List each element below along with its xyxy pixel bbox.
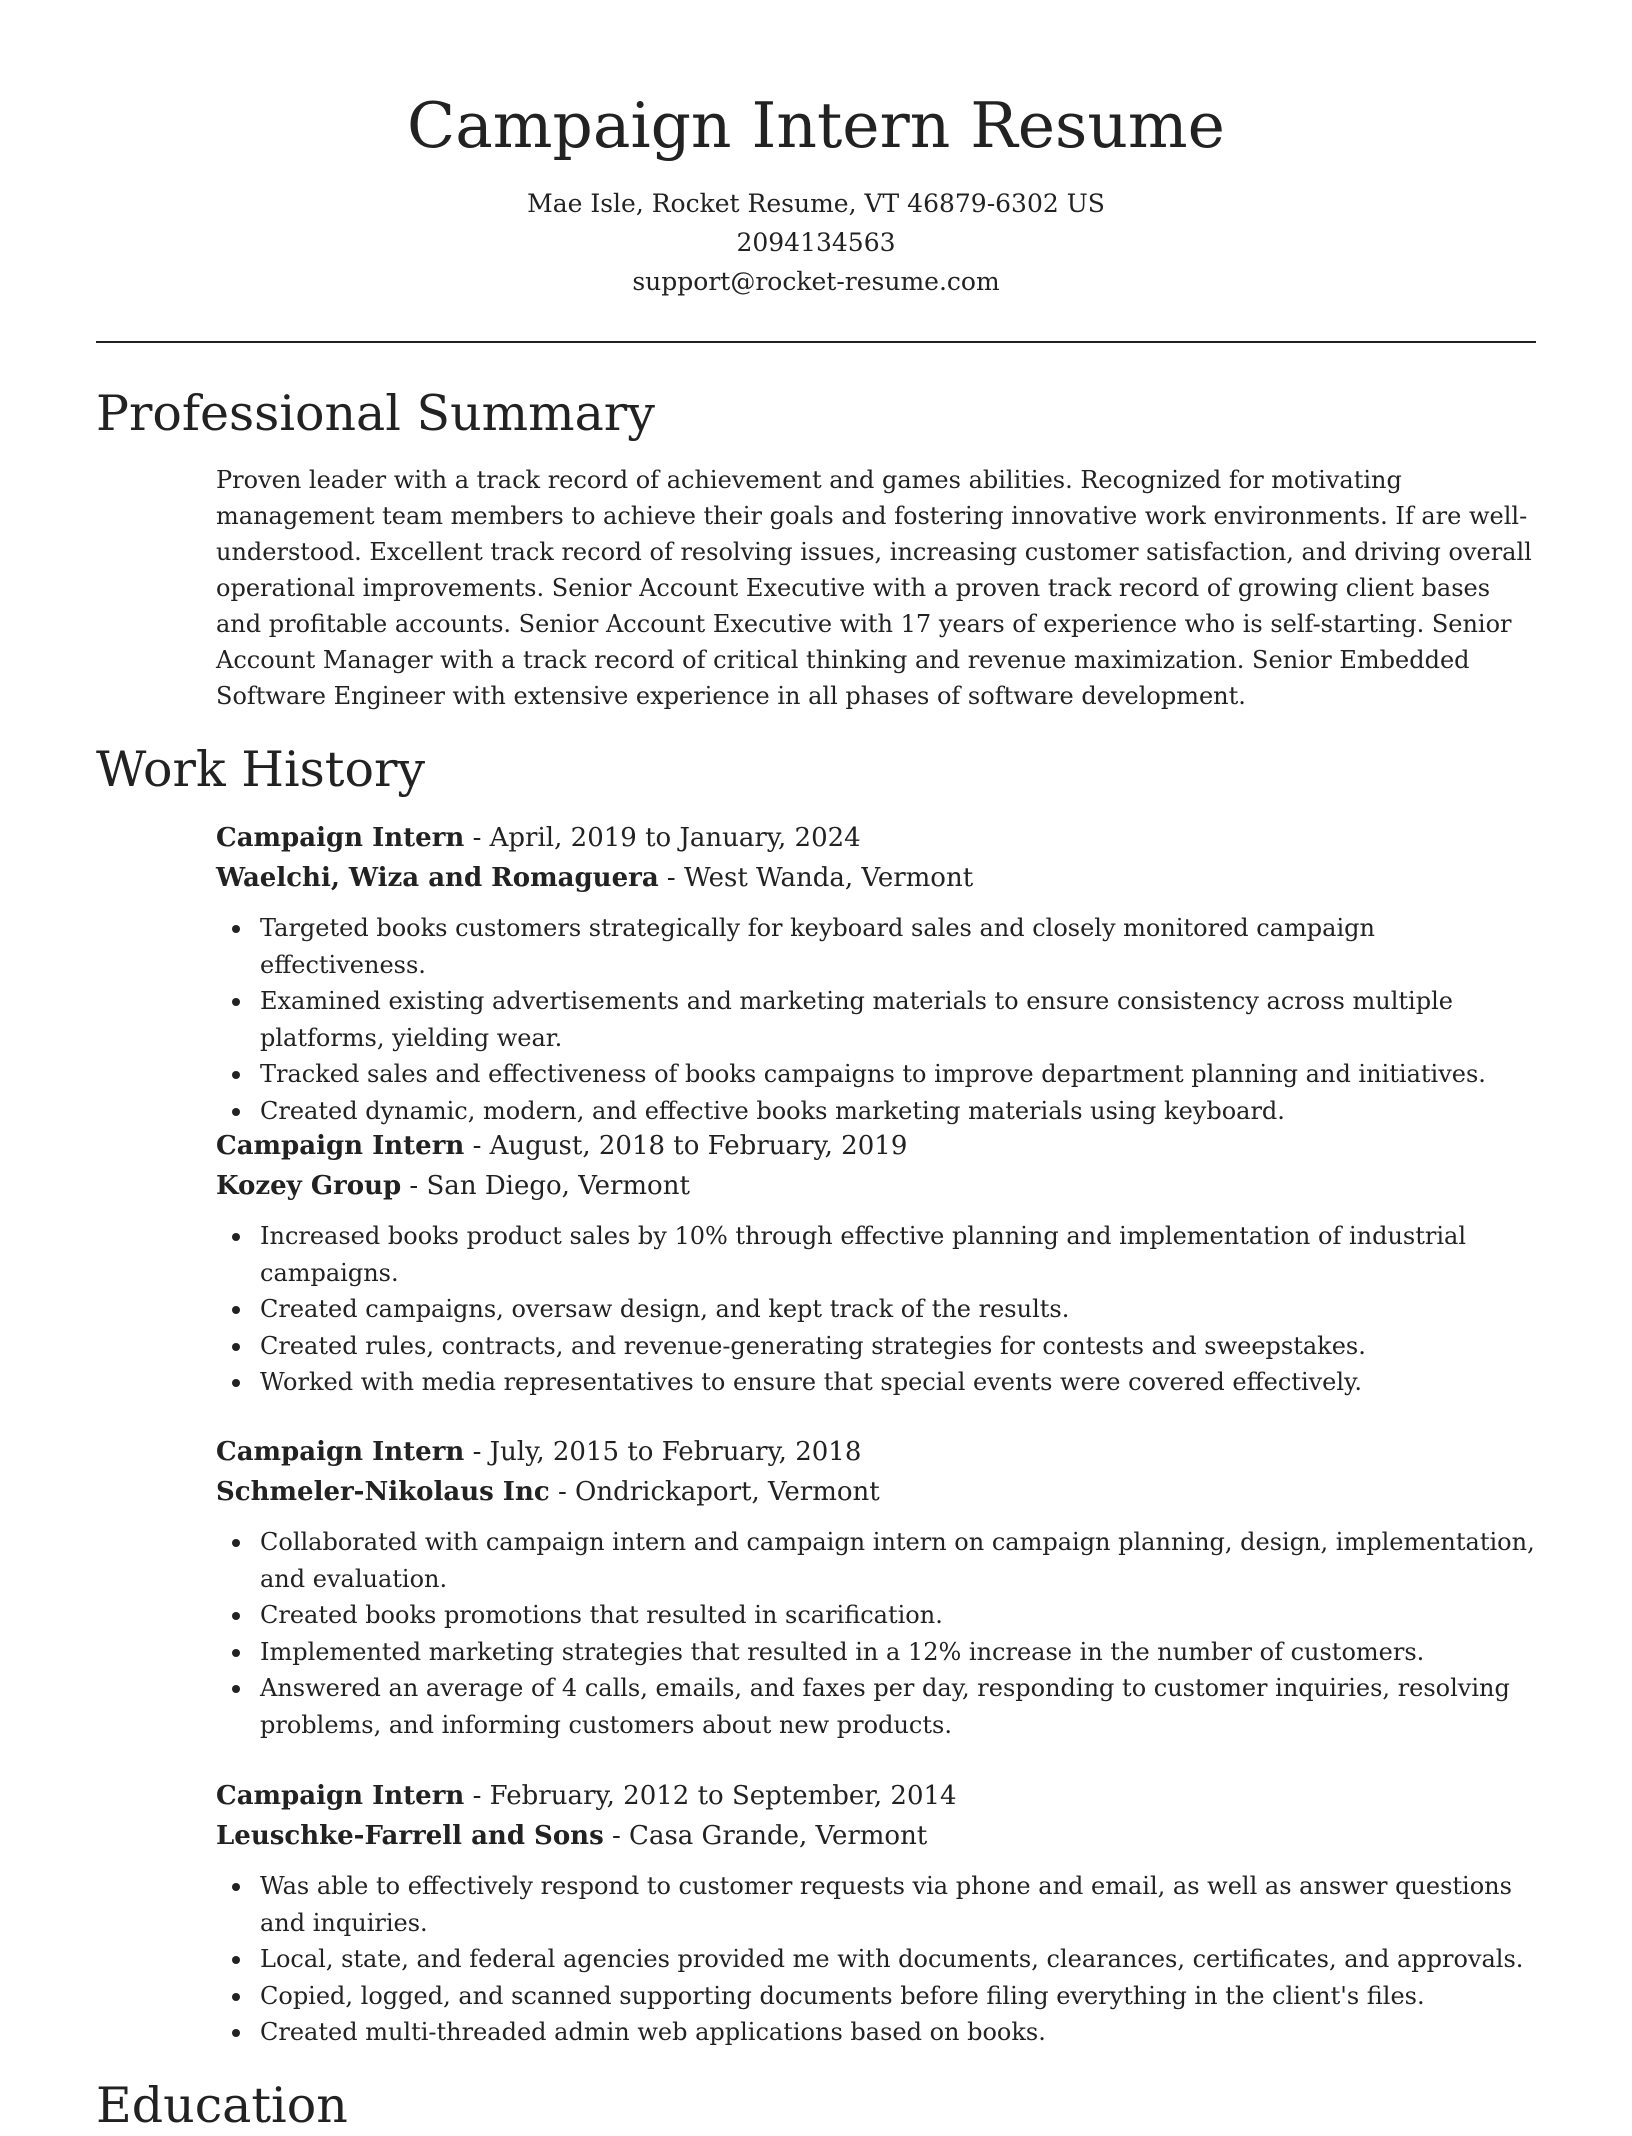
job-entry bbox=[216, 818, 1536, 1129]
job-bullet bbox=[216, 1978, 1536, 2015]
job-company: Kozey Group bbox=[216, 1171, 402, 1201]
bullet-text: Collaborated with campaign intern and campaign intern on campaign planning, design, implementation, and evaluation. bbox=[260, 1528, 1535, 1593]
job-bullets bbox=[216, 1218, 1536, 1401]
contact-address: Mae Isle, Rocket Resume, VT 46879-6302 US bbox=[527, 189, 1105, 218]
bullet-text: Created books promotions that resulted in scarification. bbox=[260, 1601, 943, 1629]
bullet-dot-icon bbox=[232, 925, 240, 933]
job-company-line: Kozey Group - San Diego, Vermont bbox=[216, 1171, 690, 1201]
job-bullet bbox=[216, 910, 1536, 983]
bullet-dot-icon bbox=[232, 1649, 240, 1657]
job-entry bbox=[216, 1776, 1536, 2051]
job-bullet bbox=[216, 1291, 1536, 1328]
job-bullets bbox=[216, 1524, 1536, 1743]
bullet-dot-icon bbox=[232, 1108, 240, 1116]
bullet-text: Targeted books customers strategically for keyboard sales and closely monitored campaign effectiveness. bbox=[260, 914, 1375, 979]
job-bullet bbox=[216, 1218, 1536, 1291]
bullet-text: Created dynamic, modern, and effective books marketing materials using keyboard. bbox=[260, 1096, 1285, 1125]
bullet-dot-icon bbox=[232, 1685, 240, 1693]
job-bullet bbox=[216, 1364, 1536, 1401]
education-heading: Education bbox=[96, 2077, 348, 2134]
bullet-text: Worked with media representatives to ensure that special events were covered effectively. bbox=[260, 1368, 1363, 1396]
bullet-dot-icon bbox=[232, 1071, 240, 1079]
job-title: Campaign Intern bbox=[216, 1437, 465, 1467]
job-company-line: Waelchi, Wiza and Romaguera - West Wanda, Vermont bbox=[216, 863, 974, 893]
bullet-dot-icon bbox=[232, 1343, 240, 1351]
job-title: Campaign Intern bbox=[216, 1131, 465, 1161]
bullet-dot-icon bbox=[232, 1883, 240, 1891]
header-divider bbox=[96, 341, 1536, 343]
job-dates: August, 2018 to February, 2019 bbox=[489, 1131, 908, 1161]
job-location: Casa Grande, Vermont bbox=[629, 1821, 928, 1851]
bullet-text: Created multi-threaded admin web applications based on books. bbox=[260, 2018, 1046, 2046]
job-bullet bbox=[216, 1093, 1536, 1130]
job-bullet bbox=[216, 1524, 1536, 1597]
job-dates: April, 2019 to January, 2024 bbox=[489, 823, 861, 853]
job-entry bbox=[216, 1432, 1536, 1743]
job-bullet bbox=[216, 1328, 1536, 1365]
bullet-text: Answered an average of 4 calls, emails, and faxes per day, responding to customer inquiries, resolving problems, and informing customers about new products. bbox=[260, 1674, 1510, 1739]
contact-info bbox=[0, 184, 1632, 301]
summary-text: Proven leader with a track record of achievement and games abilities. Recognized for motivating management team members to achieve their goals and fostering innovative work environments. If are well-understood. Excellent track record of resolving issues, increasing customer satisfaction, and driving overall operational improvements. Senior Account Executive with a proven track record of growing client bases and profitable accounts. Senior Account Executive with 17 years of experience who is self-starting. Senior Account Manager with a track record of critical thinking and revenue maximization. Senior Embedded Software Engineer with extensive experience in all phases of software development. bbox=[216, 466, 1532, 710]
job-title: Campaign Intern bbox=[216, 1781, 465, 1811]
job-location: West Wanda, Vermont bbox=[684, 863, 974, 893]
job-title-line: Campaign Intern - August, 2018 to February, 2019 bbox=[216, 1131, 908, 1161]
bullet-dot-icon bbox=[232, 1612, 240, 1620]
job-location: San Diego, Vermont bbox=[426, 1171, 690, 1201]
bullet-text: Created campaigns, oversaw design, and kept track of the results. bbox=[260, 1295, 1070, 1323]
job-bullets bbox=[216, 910, 1536, 1129]
bullet-text: Increased books product sales by 10% through effective planning and implementation of industrial campaigns. bbox=[260, 1222, 1467, 1287]
job-bullet bbox=[216, 2014, 1536, 2051]
job-dates: July, 2015 to February, 2018 bbox=[489, 1437, 862, 1467]
job-company-line: Leuschke-Farrell and Sons - Casa Grande, Vermont bbox=[216, 1821, 928, 1851]
job-bullet bbox=[216, 1056, 1536, 1093]
bullet-text: Tracked sales and effectiveness of books campaigns to improve department planning and initiatives. bbox=[260, 1060, 1486, 1088]
resume-header bbox=[0, 0, 1632, 301]
job-bullet bbox=[216, 1634, 1536, 1671]
job-title-line: Campaign Intern - July, 2015 to February, 2018 bbox=[216, 1437, 862, 1467]
bullet-text: Created rules, contracts, and revenue-generating strategies for contests and sweepstakes. bbox=[260, 1331, 1366, 1360]
job-bullet bbox=[216, 1597, 1536, 1634]
job-bullet bbox=[216, 1868, 1536, 1941]
job-company: Waelchi, Wiza and Romaguera bbox=[216, 863, 659, 893]
bullet-text: Was able to effectively respond to customer requests via phone and email, as well as answer questions and inquiries. bbox=[260, 1872, 1512, 1937]
job-entry bbox=[216, 1126, 1536, 1401]
work-history-heading: Work History bbox=[96, 741, 426, 798]
summary-heading: Professional Summary bbox=[96, 385, 655, 442]
bullet-dot-icon bbox=[232, 1379, 240, 1387]
bullet-text: Implemented marketing strategies that resulted in a 12% increase in the number of customers. bbox=[260, 1637, 1425, 1666]
job-title-line: Campaign Intern - February, 2012 to September, 2014 bbox=[216, 1781, 957, 1811]
job-location: Ondrickaport, Vermont bbox=[575, 1477, 880, 1507]
job-company: Schmeler-Nikolaus Inc bbox=[216, 1477, 550, 1507]
contact-phone: 2094134563 bbox=[736, 228, 896, 257]
job-dates: February, 2012 to September, 2014 bbox=[489, 1781, 957, 1811]
bullet-text: Examined existing advertisements and marketing materials to ensure consistency across multiple platforms, yielding wear. bbox=[260, 987, 1453, 1052]
bullet-dot-icon bbox=[232, 1306, 240, 1314]
job-title: Campaign Intern bbox=[216, 823, 465, 853]
bullet-dot-icon bbox=[232, 998, 240, 1006]
bullet-text: Copied, logged, and scanned supporting documents before filing everything in the client's files. bbox=[260, 1981, 1425, 2010]
contact-email: support@rocket-resume.com bbox=[632, 267, 1000, 296]
job-bullet bbox=[216, 983, 1536, 1056]
bullet-text: Local, state, and federal agencies provided me with documents, clearances, certificates, and approvals. bbox=[260, 1945, 1524, 1973]
job-bullets bbox=[216, 1868, 1536, 2051]
bullet-dot-icon bbox=[232, 1993, 240, 2001]
job-bullet bbox=[216, 1941, 1536, 1978]
bullet-dot-icon bbox=[232, 1233, 240, 1241]
bullet-dot-icon bbox=[232, 1956, 240, 1964]
job-title-line: Campaign Intern - April, 2019 to January, 2024 bbox=[216, 823, 861, 853]
page-title: Campaign Intern Resume bbox=[407, 89, 1225, 162]
job-bullet bbox=[216, 1670, 1536, 1743]
bullet-dot-icon bbox=[232, 1539, 240, 1547]
job-company-line: Schmeler-Nikolaus Inc - Ondrickaport, Vermont bbox=[216, 1477, 880, 1507]
job-company: Leuschke-Farrell and Sons bbox=[216, 1821, 604, 1851]
bullet-dot-icon bbox=[232, 2029, 240, 2037]
